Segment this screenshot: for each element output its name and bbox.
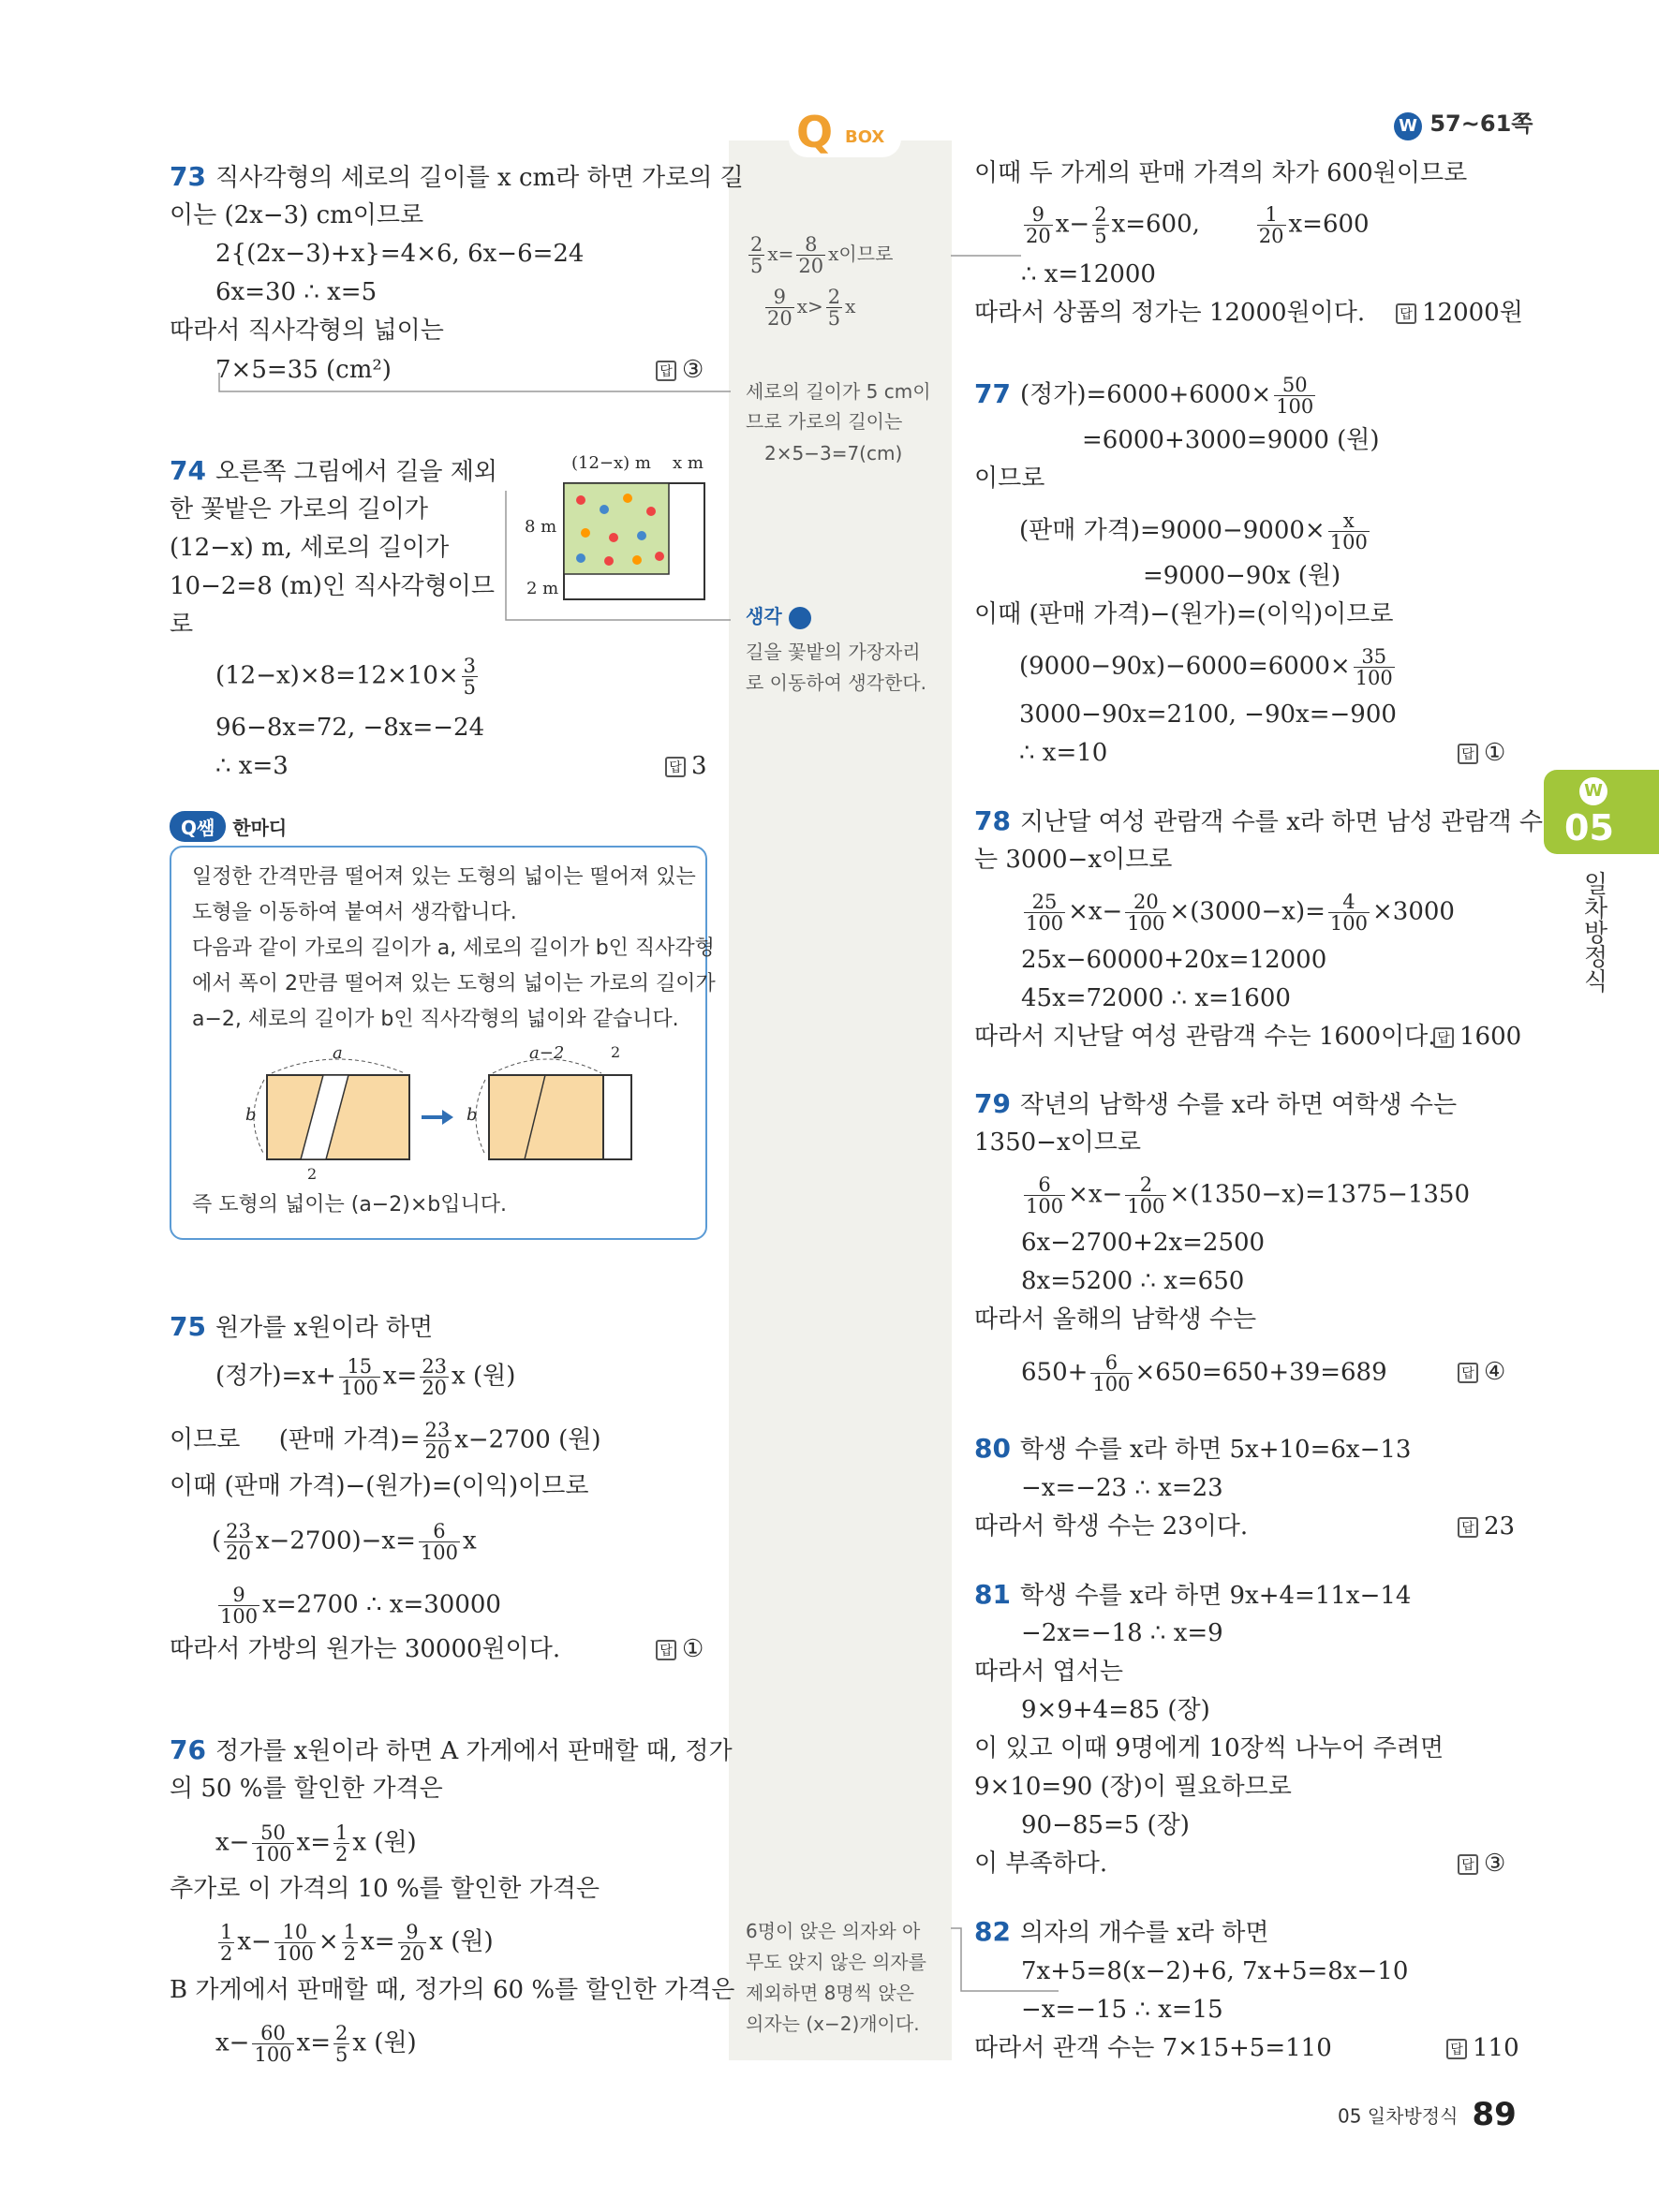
fig-x-label: x m (673, 453, 704, 473)
fraction: $\frac{9}{20}$ (1026, 203, 1051, 247)
qbox-note-4c: 제외하면 8명씩 앉은 (746, 1982, 914, 2004)
p78-answer: 답 1600 (1433, 1021, 1521, 1053)
qbox-logo-sub: BOX (845, 127, 885, 147)
p74-line-7: 96−8x=72, −8x=−24 (215, 714, 485, 742)
fraction: $\frac{23}{20}$ (422, 1355, 448, 1399)
p77-line-2: =6000+3000=9000 (원) (1082, 426, 1380, 454)
p82-line-4: 따라서 관객 수는 7×15+5=110 (974, 2034, 1332, 2062)
p75-line-3: 이므로 (판매 가격)= $\frac{23}{20}$ x−2700 (원) (170, 1419, 601, 1463)
p79-line-4: 6x−2700+2x=2500 (1021, 1229, 1266, 1257)
fraction: $\frac{2}{5}$ (1094, 203, 1107, 247)
p77-answer: 답 ① (1458, 737, 1505, 769)
qtip-title: 한마디 (232, 817, 288, 839)
p74-line-4: 10−2=8 (m)인 직사각형이므 (170, 572, 496, 600)
p74-line-6: (12−x)×8=12×10× $\frac{3}{5}$ (215, 655, 477, 699)
fraction: $\frac{20}{100}$ (1127, 891, 1165, 935)
fraction: $\frac{3}{5}$ (463, 655, 477, 699)
p76-line-4: 추가로 이 가격의 10 %를 할인한 가격은 (170, 1875, 600, 1903)
fraction: $\frac{6}{100}$ (1092, 1351, 1131, 1395)
page-ref-badge: W (1394, 112, 1422, 140)
p81-line-7: 90−85=5 (장) (1021, 1811, 1190, 1839)
qtip-line-3: 다음과 같이 가로의 길이가 a, 세로의 길이가 b인 직사각형 (192, 936, 715, 960)
p80-answer: 답 23 (1458, 1511, 1515, 1542)
chapter-number: 05 (1564, 807, 1614, 848)
p78-line-1: 78 지난달 여성 관람객 수를 x라 하면 남성 관람객 수 (974, 805, 1543, 836)
p76-line-6: B 가게에서 판매할 때, 정가의 60 %를 할인한 가격은 (170, 1976, 735, 2004)
p73-number: 73 (170, 161, 206, 192)
fraction: $\frac{2}{5}$ (827, 286, 841, 330)
qbox-note-1b: $\frac{9}{20}$ x> $\frac{2}{5}$ x (767, 286, 856, 330)
fraction: $\frac{x}{100}$ (1329, 509, 1368, 553)
p75-line-7: 따라서 가방의 원가는 30000원이다. (170, 1635, 561, 1663)
answer-icon: 답 (665, 757, 686, 777)
p77-line-7: (9000−90x)−6000=6000× $\frac{35}{100}$ (1019, 645, 1393, 689)
answer-icon: 답 (656, 361, 676, 381)
qbox-note-4a: 6명이 앉은 의자와 아 (746, 1920, 921, 1942)
qbox-note-3a: 길을 꽃밭의 가장자리 (746, 641, 921, 663)
p74-number: 74 (170, 455, 206, 486)
fig-b2: b (467, 1105, 478, 1125)
p80-number: 80 (974, 1433, 1011, 1464)
p81-line-4: 9×9+4=85 (장) (1021, 1696, 1210, 1724)
p73-answer: 답 ③ (656, 354, 704, 386)
qbox-note-3b: 로 이동하여 생각한다. (746, 671, 926, 694)
p73-line-5: 따라서 직사각형의 넓이는 (170, 317, 444, 345)
p79-answer: 답 ④ (1458, 1356, 1505, 1388)
p81-line-3: 따라서 엽서는 (974, 1658, 1123, 1686)
fig-a2: a−2 (529, 1043, 565, 1063)
fraction: $\frac{35}{100}$ (1355, 645, 1393, 689)
p76-line-5: $\frac{1}{2}$ x− $\frac{10}{100}$ × $\frac{1}{2}$ x= $\frac{9}{20}$ x (원) (220, 1921, 494, 1965)
p73-line-4: 6x=30 ∴ x=5 (215, 278, 378, 306)
qtip-line-1: 일정한 간격만큼 떨어져 있는 도형의 넓이는 떨어져 있는 (192, 865, 696, 889)
p76c-line-4: 따라서 상품의 정가는 12000원이다. (974, 299, 1366, 327)
answer-icon: 답 (1458, 1517, 1478, 1538)
p82-line-3: −x=−15 ∴ x=15 (1021, 1996, 1223, 2024)
shape-diagram (244, 1047, 637, 1187)
page-number: 89 (1472, 2096, 1517, 2133)
p76-line-2: 의 50 %를 할인한 가격은 (170, 1775, 443, 1803)
p81-answer: 답 ③ (1458, 1848, 1505, 1880)
chapter-badge: W (1579, 777, 1607, 805)
qtip-line-6: 즉 도형의 넓이는 (a−2)×b입니다. (192, 1193, 507, 1217)
p77-line-3: 이므로 (974, 465, 1045, 493)
p76-answer: 답 12000원 (1396, 297, 1523, 329)
p82-line-2: 7x+5=8(x−2)+6, 7x+5=8x−10 (1021, 1957, 1409, 1985)
p75-line-6: $\frac{9}{100}$ x=2700 ∴ x=30000 (220, 1584, 501, 1628)
p77-line-4: (판매 가격)=9000−9000× $\frac{x}{100}$ (1019, 509, 1368, 553)
p81-line-1: 81 학생 수를 x라 하면 9x+4=11x−14 (974, 1579, 1412, 1610)
p76-line-3: x− $\frac{50}{100}$ x= $\frac{1}{2}$ x (원) (215, 1821, 417, 1865)
p76-line-7: x− $\frac{60}{100}$ x= $\frac{2}{5}$ x (원) (215, 2022, 417, 2066)
p74-line-2: 한 꽃밭은 가로의 길이가 (170, 495, 428, 524)
qbox-note-2c: 2×5−3=7(cm) (764, 442, 903, 465)
answer-icon: 답 (656, 1640, 676, 1660)
p77-line-6: 이때 (판매 가격)−(원가)=(이익)이므로 (974, 600, 1394, 628)
qtip-badge: Q쌤 (170, 811, 226, 842)
p79-line-5: 8x=5200 ∴ x=650 (1021, 1267, 1245, 1295)
p74-line-3: (12−x) m, 세로의 길이가 (170, 534, 450, 562)
p76c-line-2: $\frac{9}{20}$ x− $\frac{2}{5}$ x=600, $\frac{1}{20}$ x=600 (1026, 203, 1370, 247)
p74-line-1: 74 오른쪽 그림에서 길을 제외 (170, 455, 498, 486)
p81-line-6: 9×10=90 (장)이 필요하므로 (974, 1773, 1292, 1801)
p77-line-1: 77 (정가)=6000+6000× $\frac{50}{100}$ (974, 374, 1314, 418)
fig-left-label: 8 m (525, 517, 557, 537)
fig-2: 2 (307, 1165, 318, 1183)
p80-line-2: −x=−23 ∴ x=23 (1021, 1474, 1223, 1502)
p79-line-1: 79 작년의 남학생 수를 x라 하면 여학생 수는 (974, 1088, 1458, 1119)
qbox-note-4b: 무도 앉지 않은 의자를 (746, 1951, 926, 1973)
p74-answer: 답 3 (665, 750, 707, 782)
p75-line-1: 75 원가를 x원이라 하면 (170, 1311, 434, 1342)
p76-line-1: 76 정가를 x원이라 하면 A 가게에서 판매할 때, 정가 (170, 1734, 733, 1765)
p73-line-6: 7×5=35 (cm²) (215, 356, 392, 384)
qbox-logo-q: Q (796, 107, 834, 157)
fraction: $\frac{50}{100}$ (1276, 374, 1314, 418)
fraction: $\frac{6}{100}$ (420, 1520, 458, 1564)
p79-number: 79 (974, 1088, 1011, 1119)
qtip-figure (244, 1043, 637, 1187)
p78-line-5: 45x=72000 ∴ x=1600 (1021, 984, 1291, 1012)
page-ref-text: 57~61쪽 (1429, 111, 1533, 137)
fraction: $\frac{25}{100}$ (1026, 891, 1064, 935)
p79-line-6: 따라서 올해의 남학생 수는 (974, 1305, 1257, 1334)
p78-line-2: 는 3000−x이므로 (974, 846, 1173, 874)
fraction: $\frac{2}{5}$ (335, 2022, 348, 2066)
p75-line-5: ( $\frac{23}{20}$ x−2700)−x= $\frac{6}{100}$ x (212, 1520, 477, 1564)
fraction: $\frac{15}{100}$ (340, 1355, 378, 1399)
fraction: $\frac{1}{20}$ (1258, 203, 1284, 247)
qbox-note-4d: 의자는 (x−2)개이다. (746, 2013, 920, 2035)
chapter-label: 일차방정식 (1579, 871, 1607, 993)
fig-2b: 2 (611, 1043, 621, 1061)
fraction: $\frac{60}{100}$ (254, 2022, 292, 2066)
qbox-note-3-label: 생각 (746, 601, 811, 631)
fraction: $\frac{10}{100}$ (275, 1921, 314, 1965)
p78-line-4: 25x−60000+20x=12000 (1021, 946, 1327, 974)
p76-number: 76 (170, 1734, 206, 1765)
p75-number: 75 (170, 1311, 206, 1342)
fraction: $\frac{6}{100}$ (1026, 1173, 1064, 1217)
fig-b: b (245, 1105, 257, 1125)
fraction: $\frac{50}{100}$ (254, 1821, 292, 1865)
fraction: $\frac{2}{100}$ (1127, 1173, 1165, 1217)
p78-line-3: $\frac{25}{100}$ ×x− $\frac{20}{100}$ ×(3000−x)= $\frac{4}{100}$ ×3000 (1026, 891, 1455, 935)
footer (1338, 2096, 1517, 2133)
p76c-line-1: 이때 두 가게의 판매 가격의 차가 600원이므로 (974, 159, 1468, 187)
chapter-tab (1544, 770, 1659, 854)
p79-line-2: 1350−x이므로 (974, 1128, 1141, 1157)
qtip-line-4: 에서 폭이 2만큼 떨어져 있는 도형의 넓이는 가로의 길이가 (192, 972, 716, 995)
answer-icon: 답 (1433, 1027, 1454, 1048)
p79-line-3: $\frac{6}{100}$ ×x− $\frac{2}{100}$ ×(1350−x)=1375−1350 (1026, 1173, 1471, 1217)
p78-number: 78 (974, 805, 1011, 836)
p81-line-2: −2x=−18 ∴ x=9 (1021, 1619, 1223, 1647)
answer-icon: 답 (1446, 2039, 1467, 2059)
p75-line-2: (정가)=x+ $\frac{15}{100}$ x= $\frac{23}{20}$ x (원) (215, 1355, 516, 1399)
fraction: $\frac{8}{20}$ (798, 233, 824, 277)
fig-a: a (333, 1043, 343, 1063)
fraction: $\frac{2}{5}$ (750, 233, 763, 277)
p81-line-8: 이 부족하다. (974, 1850, 1108, 1878)
qtip-line-2: 도형을 이동하여 붙여서 생각합니다. (192, 901, 517, 924)
fraction: $\frac{9}{20}$ (767, 286, 792, 330)
p77-line-8: 3000−90x=2100, −90x=−900 (1019, 700, 1397, 729)
qbox-note-2b: 므로 가로의 길이는 (746, 410, 903, 433)
answer-icon: 답 (1458, 744, 1478, 764)
qtip-line-5: a−2, 세로의 길이가 b인 직사각형의 넓이와 같습니다. (192, 1008, 679, 1031)
p74-figure (525, 453, 712, 608)
fraction: $\frac{4}{100}$ (1329, 891, 1368, 935)
p73-line-3: 2{(2x−3)+x}=4×6, 6x−6=24 (215, 240, 585, 268)
p80-line-1: 80 학생 수를 x라 하면 5x+10=6x−13 (974, 1433, 1412, 1464)
p81-number: 81 (974, 1579, 1011, 1610)
p82-answer: 답 110 (1446, 2032, 1519, 2064)
garden-diagram (562, 481, 712, 603)
p75-answer: 답 ① (656, 1633, 704, 1665)
fraction: $\frac{23}{20}$ (226, 1520, 251, 1564)
p77-line-9: ∴ x=10 (1019, 739, 1108, 767)
qtip-header (170, 811, 287, 842)
p81-line-5: 이 있고 이때 9명에게 10장씩 나누어 주려면 (974, 1734, 1444, 1762)
answer-icon: 답 (1458, 1363, 1478, 1383)
p74-line-8: ∴ x=3 (215, 752, 289, 780)
fraction: $\frac{1}{2}$ (335, 1821, 348, 1865)
fraction: $\frac{1}{2}$ (220, 1921, 233, 1965)
qbox-note-1: $\frac{2}{5}$ x= $\frac{8}{20}$ x이므로 (750, 233, 894, 277)
fraction: $\frac{23}{20}$ (424, 1419, 451, 1463)
p73-line-2: 이는 (2x−3) cm이므로 (170, 201, 424, 229)
footer-label: 05 일차방정식 (1338, 2104, 1459, 2128)
p74-line-5: 로 (170, 611, 194, 639)
answer-icon: 답 (1458, 1854, 1478, 1875)
fraction: $\frac{1}{2}$ (343, 1921, 357, 1965)
p80-line-3: 따라서 학생 수는 23이다. (974, 1512, 1249, 1541)
p77-number: 77 (974, 377, 1011, 409)
p82-line-1: 82 의자의 개수를 x라 하면 (974, 1916, 1269, 1947)
fraction: $\frac{9}{20}$ (399, 1921, 425, 1965)
p78-line-6: 따라서 지난달 여성 관람객 수는 1600이다. (974, 1023, 1436, 1051)
fig-bottom-label: 2 m (526, 579, 559, 598)
p76c-line-3: ∴ x=12000 (1021, 260, 1156, 288)
p77-line-5: =9000−90x (원) (1143, 562, 1341, 590)
fraction: $\frac{9}{100}$ (220, 1584, 259, 1628)
p73-line-1: 73 직사각형의 세로의 길이를 x cm라 하면 가로의 길 (170, 161, 744, 192)
p79-line-7: 650+ $\frac{6}{100}$ ×650=650+39=689 (1021, 1351, 1387, 1395)
p82-number: 82 (974, 1916, 1011, 1947)
qbox-note-2a: 세로의 길이가 5 cm이 (746, 380, 931, 403)
fig-top-label: (12−x) m (571, 453, 651, 473)
p75-line-4: 이때 (판매 가격)−(원가)=(이익)이므로 (170, 1472, 589, 1500)
answer-icon: 답 (1396, 303, 1416, 324)
